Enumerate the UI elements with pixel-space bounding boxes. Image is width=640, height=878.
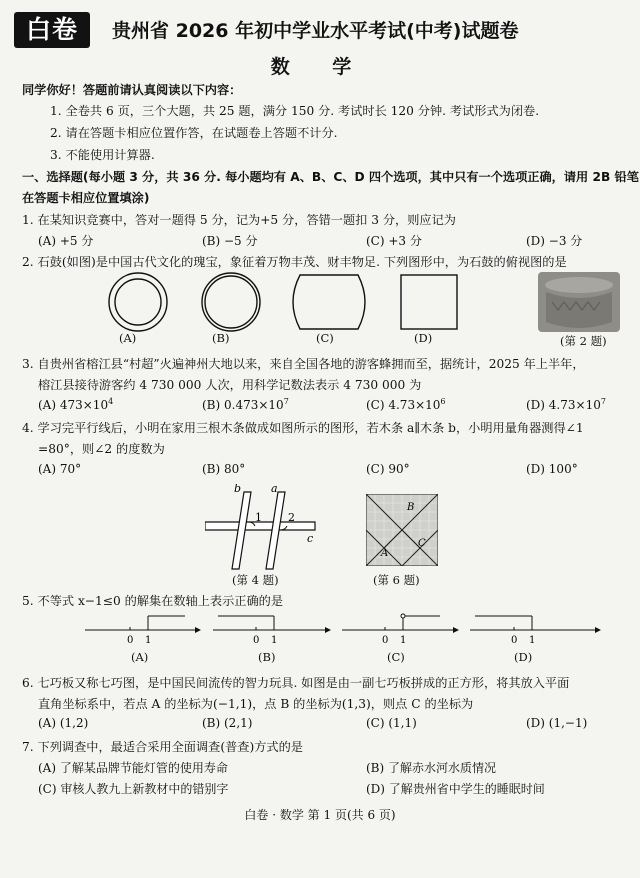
q2-label-b: (B) [212, 331, 230, 345]
q1-option-d: (D) −3 分 [526, 234, 583, 248]
q6-tangram-figure [366, 494, 438, 566]
q4-angle-2: 2 [288, 511, 295, 524]
q4-stem: 4. 学习完平行线后，小明在家用三根木条做成如图所示的图形，若木条 a∥木条 b，小明用量角器测得∠1 [22, 421, 584, 435]
q2-label-d: (D) [414, 331, 433, 345]
q2-figures [100, 272, 620, 352]
q6-stem: 6. 七巧板又称七巧图，是中国民间流传的智力玩具. 如图是由一副七巧板拼成的正方形，将其放入平面 [22, 676, 570, 690]
q7-option-d: (D) 了解贵州省中学生的睡眠时间 [366, 782, 545, 796]
instruction-item: 1. 全卷共 6 页，三个大题，共 25 题，满分 150 分. 考试时长 120 分钟. 考试形式为闭卷. [50, 104, 540, 118]
q2-stem: 2. 石鼓(如图)是中国古代文化的瑰宝，象征着万物丰茂、财丰物足. 下列图形中，为石鼓的俯视图的是 [22, 255, 567, 269]
q7-option-a: (A) 了解某品牌节能灯管的使用寿命 [38, 761, 228, 775]
q2-label-c: (C) [316, 331, 334, 345]
q4-option-d: (D) 100° [526, 462, 578, 476]
tick-0: 0 [253, 635, 260, 646]
q7-stem: 7. 下列调查中，最适合采用全面调查(普查)方式的是 [22, 740, 303, 754]
q5-line-c [342, 614, 458, 646]
q3-option-a: (A) $473\times 10^4$ [38, 397, 114, 412]
q6-option-b: (B) (2,1) [202, 716, 253, 730]
subject-title: 数 学 [270, 56, 370, 78]
q3-option-d: (D) $4.73\times 10^7$ [526, 397, 606, 412]
tick-0: 0 [127, 635, 134, 646]
q4-figure [205, 484, 320, 572]
q5-label-c: (C) [387, 650, 405, 664]
paper-badge: 白卷 [14, 12, 90, 48]
q5-line-a [85, 616, 200, 646]
q5-label-d: (D) [514, 650, 533, 664]
q2-shape-d [401, 275, 457, 329]
q5-label-b: (B) [258, 650, 276, 664]
q1-option-c: (C) +3 分 [366, 234, 422, 248]
instruction-item: 3. 不能使用计算器. [50, 148, 155, 162]
q5-number-lines [80, 610, 620, 646]
q4-label-c: c [307, 532, 314, 545]
q4-caption: (第 4 题) [232, 573, 279, 587]
tick-0: 0 [382, 635, 389, 646]
q1-stem: 1. 在某知识竞赛中，答对一题得 5 分，记为+5 分，答错一题扣 3 分，则应记为 [22, 213, 456, 227]
tangram-label-b: B [407, 502, 415, 513]
q4-angle-1: 1 [255, 511, 262, 524]
q2-shape-b [202, 273, 260, 331]
q7-option-b: (B) 了解赤水河水质情况 [366, 761, 496, 775]
q5-line-b [213, 616, 330, 646]
q3-stem-cont: 榕江县接待游客约 4 730 000 人次，用科学记数法表示 4 730 000 为 [38, 378, 422, 392]
tick-1: 1 [145, 635, 152, 646]
q4-label-b: b [234, 484, 242, 495]
q4-option-b: (B) 80° [202, 462, 246, 476]
tangram-label-a: A [381, 548, 389, 559]
q2-label-a: (A) [119, 331, 137, 345]
q6-option-c: (C) (1,1) [366, 716, 417, 730]
q2-photo-caption: (第 2 题) [560, 334, 607, 348]
section-heading: 一、选择题(每小题 3 分，共 36 分. 每小题均有 A、B、C、D 四个选项，其中只有一个选项正确，请用 2B 铅笔 [22, 170, 639, 184]
q4-stem-cont: =80°，则∠2 的度数为 [38, 442, 165, 456]
instruction-item: 2. 请在答题卡相应位置作答，在试题卷上答题不计分. [50, 126, 338, 140]
tangram-label-c: C [418, 538, 426, 549]
tick-0: 0 [511, 635, 518, 646]
q5-label-a: (A) [131, 650, 149, 664]
tick-1: 1 [529, 635, 536, 646]
q4-option-c: (C) 90° [366, 462, 410, 476]
q4-option-a: (A) 70° [38, 462, 82, 476]
tick-1: 1 [271, 635, 278, 646]
q3-option-b: (B) $0.473\times 10^7$ [202, 397, 289, 412]
stone-drum-photo [538, 272, 620, 332]
q6-option-d: (D) (1,−1) [526, 716, 588, 730]
q7-option-c: (C) 审核人教九上新教材中的错别字 [38, 782, 229, 796]
q3-stem: 3. 自贵州省榕江县“村超”火遍神州大地以来，来自全国各地的游客蜂拥而至，据统计，2025 年上半年， [22, 357, 585, 371]
q5-stem: 5. 不等式 x−1≤0 的解集在数轴上表示正确的是 [22, 594, 284, 608]
q1-option-b: (B) −5 分 [202, 234, 258, 248]
tick-1: 1 [400, 635, 407, 646]
exam-title: 贵州省 2026 年初中学业水平考试(中考)试题卷 [112, 20, 519, 42]
section-heading-cont: 在答题卡相应位置填涂) [22, 191, 150, 205]
instructions-greeting: 同学你好！答题前请认真阅读以下内容： [22, 83, 242, 97]
q5-line-d [470, 616, 600, 646]
q6-stem-cont: 直角坐标系中，若点 A 的坐标为(−1,1)，点 B 的坐标为(1,3)，则点 C 的坐标为 [38, 697, 474, 711]
q2-shape-a [109, 273, 167, 331]
q3-option-c: (C) $4.73\times 10^6$ [366, 397, 446, 412]
q6-option-a: (A) (1,2) [38, 716, 89, 730]
q2-shape-c [293, 275, 365, 329]
q4-label-a: a [271, 484, 278, 495]
q1-option-a: (A) +5 分 [38, 234, 94, 248]
q6-caption: (第 6 题) [373, 573, 420, 587]
page-footer: 白卷 · 数学 第 1 页(共 6 页) [244, 808, 396, 822]
